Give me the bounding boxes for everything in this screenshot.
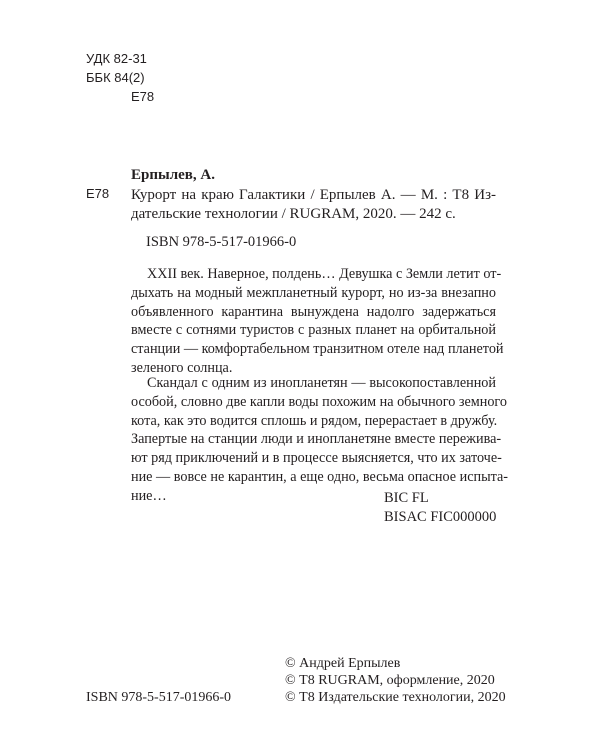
annotation-line: ют ряд приключений и в процессе выясняется, что их заточе- xyxy=(131,450,502,467)
annotation-line: особой, словно две капли воды похожим на обычного земного xyxy=(131,393,507,410)
annotation-paragraph-1 xyxy=(131,265,504,378)
copyright-line: © Андрей Ерпылев xyxy=(285,656,401,671)
annotation-line: ние… xyxy=(131,487,167,504)
bisac-code: BISAC FIC000000 xyxy=(384,509,497,525)
annotation-paragraph-2 xyxy=(131,374,509,506)
annotation-line: объявленного карантина вынуждена надолго задержаться xyxy=(131,303,496,320)
bibliographic-description-line: Курорт на краю Галактики / Ерпылев А. — М. : Т8 Из- xyxy=(131,186,496,203)
annotation-line: вместе с сотнями туристов с разных планет на орбитальной xyxy=(131,322,496,339)
copyright-line: © Т8 RUGRAM, оформление, 2020 xyxy=(285,673,495,688)
annotation-line: ние — вовсе не карантин, а еще одно, весьма опасное испыта- xyxy=(131,468,509,485)
copyright-line: © Т8 Издательские технологии, 2020 xyxy=(285,690,506,705)
annotation-line: станции — комфортабельном транзитном отеле над планетой xyxy=(131,341,504,358)
author-name: Ерпылев, А. xyxy=(131,167,215,183)
annotation-line: кота, как это водится сплошь и рядом, перерастает в дружбу. xyxy=(131,412,498,429)
footer-isbn: ISBN 978-5-517-01966-0 xyxy=(86,690,232,705)
isbn-record: ISBN 978-5-517-01966-0 xyxy=(146,234,297,250)
bibliographic-record xyxy=(131,166,496,225)
bibliographic-description-line: дательские технологии / RUGRAM, 2020. — 242 с. xyxy=(131,206,456,222)
annotation-line: Скандал с одним из инопланетян — высокопоставленной xyxy=(147,375,496,391)
author-mark-code: Е78 xyxy=(131,89,155,104)
annotation-line: XXII век. Наверное, полдень… Девушка с Земли летит от- xyxy=(147,266,502,282)
bbk-code: ББК 84(2) xyxy=(86,70,145,85)
annotation-line: дыхать на модный межпланетный курорт, но из-за внезапно xyxy=(131,284,496,301)
udk-code: УДК 82-31 xyxy=(86,51,147,66)
annotation-line: Запертые на станции люди и инопланетяне вместе пережива- xyxy=(131,431,502,448)
bic-code: BIC FL xyxy=(384,490,429,506)
bibliography-margin-code: Е78 xyxy=(86,186,110,201)
annotation-line: зеленого солнца. xyxy=(131,359,233,376)
